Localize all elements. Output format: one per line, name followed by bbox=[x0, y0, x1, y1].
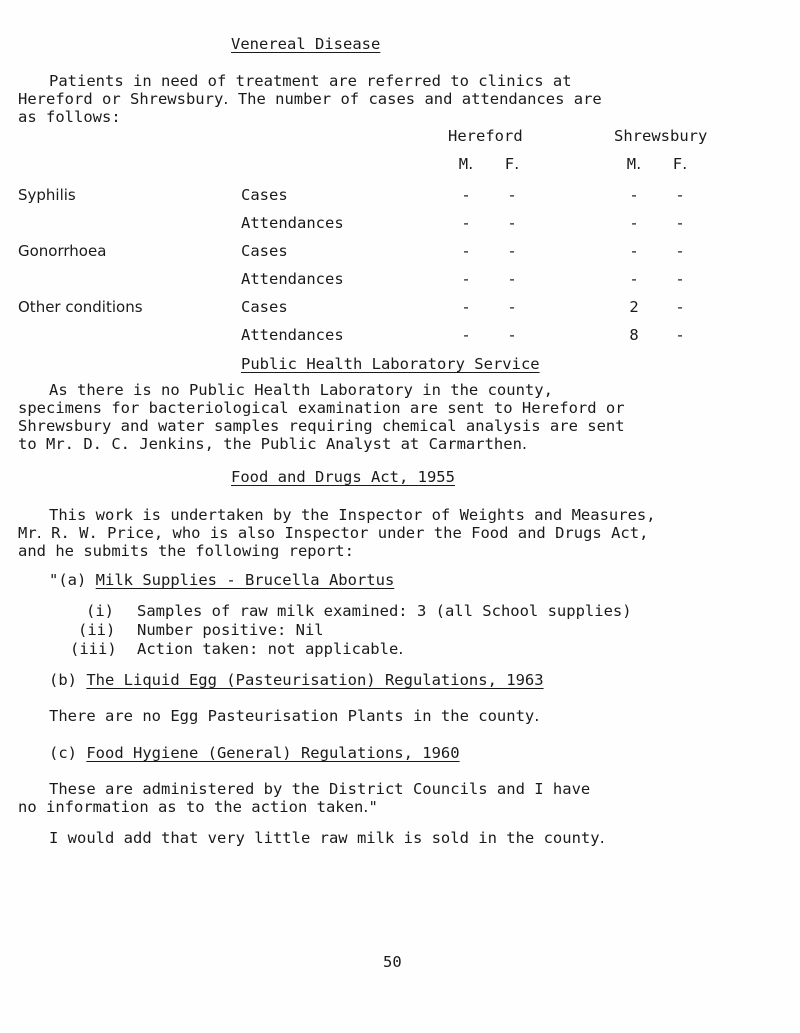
table-cell: - bbox=[675, 186, 685, 204]
measure-label: Cases bbox=[241, 298, 288, 316]
condition-label: Syphilis bbox=[18, 186, 76, 204]
egg-section bbox=[49, 670, 544, 690]
col-group-hereford: Hereford bbox=[448, 127, 523, 145]
table-cell: - bbox=[461, 326, 471, 344]
col-group-shrewsbury: Shrewsbury bbox=[614, 127, 708, 145]
table-cell: - bbox=[507, 214, 517, 232]
milk-item-num: (iii) bbox=[70, 640, 117, 658]
egg-prefix: (b) bbox=[49, 671, 87, 689]
table-cell: - bbox=[507, 242, 517, 260]
egg-line-1: There are no Egg Pasteurisation Plants in the county․ bbox=[49, 707, 540, 725]
lab-line-2: specimens for bacteriological examination are sent to Hereford or bbox=[18, 399, 625, 417]
milk-section bbox=[49, 570, 394, 590]
condition-label: Other conditions bbox=[18, 298, 143, 316]
measure-label: Attendances bbox=[241, 214, 344, 232]
egg-heading: The Liquid Egg (Pasteurisation) Regulations, 1963 bbox=[86, 671, 544, 689]
milk-item-num: (i) bbox=[86, 602, 114, 620]
hygiene-section bbox=[49, 743, 460, 763]
col-header-hereford-male: M․ bbox=[458, 155, 474, 173]
table-cell: - bbox=[675, 214, 685, 232]
col-header-shrewsbury-male: M․ bbox=[626, 155, 642, 173]
lab-line-1: As there is no Public Health Laboratory in the county, bbox=[49, 381, 553, 399]
table-cell: - bbox=[629, 242, 639, 260]
milk-item-text: Action taken: not applicable․ bbox=[137, 640, 404, 658]
intro-line-3: as follows: bbox=[18, 108, 121, 126]
food-line-1: This work is undertaken by the Inspector of Weights and Measures, bbox=[49, 506, 656, 524]
col-header-hereford-female: F․ bbox=[504, 155, 520, 173]
measure-label: Attendances bbox=[241, 270, 344, 288]
hygiene-heading: Food Hygiene (General) Regulations, 1960 bbox=[86, 744, 460, 762]
table-cell: - bbox=[461, 298, 471, 316]
milk-item-num: (ii) bbox=[78, 621, 116, 639]
table-cell: - bbox=[675, 326, 685, 344]
hygiene-line-1: These are administered by the District Councils and I have bbox=[49, 780, 591, 798]
table-cell: - bbox=[675, 242, 685, 260]
table-cell: - bbox=[507, 326, 517, 344]
table-cell: - bbox=[675, 298, 685, 316]
table-cell: - bbox=[461, 242, 471, 260]
milk-prefix: "(a) bbox=[49, 571, 96, 589]
food-line-3: and he submits the following report: bbox=[18, 542, 354, 560]
measure-label: Cases bbox=[241, 186, 288, 204]
table-cell: 2 bbox=[629, 298, 639, 316]
food-line-2: Mr․ R. W. Price, who is also Inspector under the Food and Drugs Act, bbox=[18, 524, 649, 542]
hygiene-line-2: no information as to the action taken․" bbox=[18, 798, 378, 816]
measure-label: Attendances bbox=[241, 326, 344, 344]
table-cell: - bbox=[507, 186, 517, 204]
condition-label: Gonorrhoea bbox=[18, 242, 107, 260]
table-cell: - bbox=[629, 270, 639, 288]
table-cell: 8 bbox=[629, 326, 639, 344]
table-cell: - bbox=[629, 214, 639, 232]
col-header-shrewsbury-female: F․ bbox=[672, 155, 688, 173]
intro-line-2: Hereford or Shrewsbury․ The number of cases and attendances are bbox=[18, 90, 602, 108]
table-cell: - bbox=[461, 186, 471, 204]
table-cell: - bbox=[507, 270, 517, 288]
lab-line-3: Shrewsbury and water samples requiring chemical analysis are sent bbox=[18, 417, 625, 435]
measure-label: Cases bbox=[241, 242, 288, 260]
milk-item-text: Samples of raw milk examined: 3 (all School supplies) bbox=[137, 602, 632, 620]
page-heading: Venereal Disease bbox=[231, 35, 381, 53]
milk-item-text: Number positive: Nil bbox=[137, 621, 324, 639]
table-cell: - bbox=[461, 270, 471, 288]
lab-line-4: to Mr. D. C. Jenkins, the Public Analyst at Carmarthen․ bbox=[18, 435, 528, 453]
food-heading: Food and Drugs Act, 1955 bbox=[231, 468, 455, 486]
table-cell: - bbox=[507, 298, 517, 316]
table-cell: - bbox=[629, 186, 639, 204]
closing-line: I would add that very little raw milk is sold in the county․ bbox=[49, 829, 605, 847]
table-cell: - bbox=[461, 214, 471, 232]
hygiene-prefix: (c) bbox=[49, 744, 87, 762]
page-number: 50 bbox=[383, 953, 402, 971]
milk-heading: Milk Supplies - Brucella Abortus bbox=[95, 571, 395, 589]
lab-heading: Public Health Laboratory Service bbox=[241, 355, 540, 373]
table-cell: - bbox=[675, 270, 685, 288]
intro-line-1: Patients in need of treatment are referred to clinics at bbox=[49, 72, 572, 90]
